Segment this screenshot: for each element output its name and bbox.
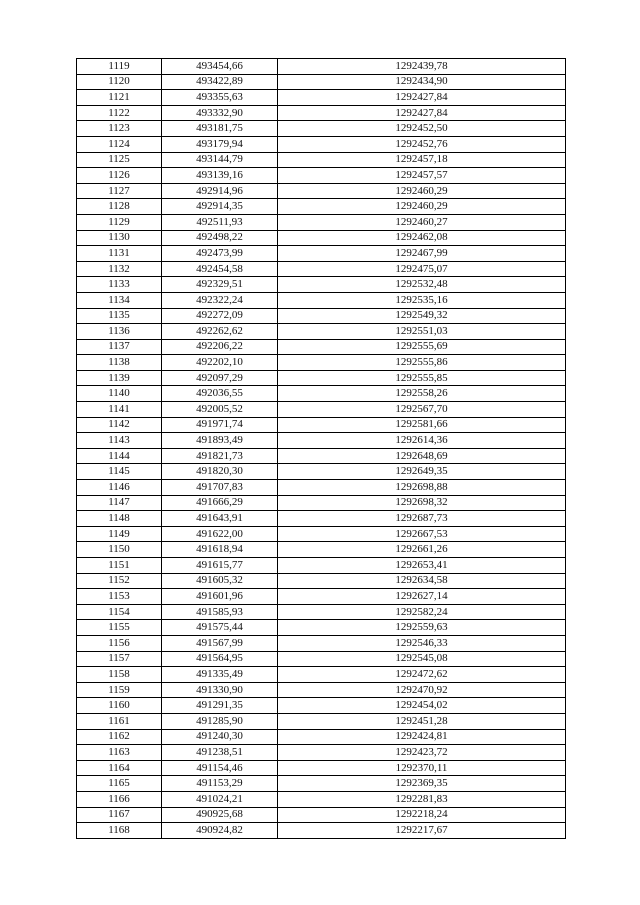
table-row <box>77 168 566 184</box>
y-coordinate-cell: 1292472,62 <box>278 667 566 683</box>
y-coordinate-cell: 1292439,78 <box>278 59 566 75</box>
x-coordinate-cell: 491618,94 <box>162 542 278 558</box>
y-coordinate-cell: 1292558,26 <box>278 386 566 402</box>
y-coordinate-cell: 1292627,14 <box>278 589 566 605</box>
x-coordinate-cell: 491821,73 <box>162 448 278 464</box>
y-coordinate-cell: 1292555,69 <box>278 339 566 355</box>
x-coordinate-cell: 491285,90 <box>162 713 278 729</box>
y-coordinate-cell: 1292535,16 <box>278 292 566 308</box>
table-row <box>77 745 566 761</box>
y-coordinate-cell: 1292545,08 <box>278 651 566 667</box>
x-coordinate-cell: 492272,09 <box>162 308 278 324</box>
table-row <box>77 558 566 574</box>
point-number-cell: 1159 <box>77 682 162 698</box>
x-coordinate-cell: 493332,90 <box>162 105 278 121</box>
point-number-cell: 1164 <box>77 760 162 776</box>
y-coordinate-cell: 1292427,84 <box>278 105 566 121</box>
y-coordinate-cell: 1292634,58 <box>278 573 566 589</box>
point-number-cell: 1162 <box>77 729 162 745</box>
table-row <box>77 729 566 745</box>
x-coordinate-cell: 492206,22 <box>162 339 278 355</box>
point-number-cell: 1163 <box>77 745 162 761</box>
table-row <box>77 807 566 823</box>
point-number-cell: 1139 <box>77 370 162 386</box>
table-row <box>77 199 566 215</box>
x-coordinate-cell: 492914,35 <box>162 199 278 215</box>
table-row <box>77 604 566 620</box>
point-number-cell: 1144 <box>77 448 162 464</box>
table-row <box>77 776 566 792</box>
point-number-cell: 1153 <box>77 589 162 605</box>
point-number-cell: 1151 <box>77 558 162 574</box>
point-number-cell: 1154 <box>77 604 162 620</box>
y-coordinate-cell: 1292555,86 <box>278 355 566 371</box>
table-row <box>77 760 566 776</box>
table-row <box>77 573 566 589</box>
x-coordinate-cell: 492005,52 <box>162 402 278 418</box>
y-coordinate-cell: 1292369,35 <box>278 776 566 792</box>
x-coordinate-cell: 492454,58 <box>162 261 278 277</box>
y-coordinate-cell: 1292460,27 <box>278 214 566 230</box>
x-coordinate-cell: 491605,32 <box>162 573 278 589</box>
table-row <box>77 464 566 480</box>
point-number-cell: 1148 <box>77 511 162 527</box>
x-coordinate-cell: 491585,93 <box>162 604 278 620</box>
y-coordinate-cell: 1292582,24 <box>278 604 566 620</box>
point-number-cell: 1132 <box>77 261 162 277</box>
table-row <box>77 698 566 714</box>
point-number-cell: 1133 <box>77 277 162 293</box>
point-number-cell: 1160 <box>77 698 162 714</box>
x-coordinate-cell: 492511,93 <box>162 214 278 230</box>
y-coordinate-cell: 1292648,69 <box>278 448 566 464</box>
x-coordinate-cell: 491575,44 <box>162 620 278 636</box>
x-coordinate-cell: 491971,74 <box>162 417 278 433</box>
point-number-cell: 1147 <box>77 495 162 511</box>
x-coordinate-cell: 491240,30 <box>162 729 278 745</box>
x-coordinate-cell: 491154,46 <box>162 760 278 776</box>
x-coordinate-cell: 493144,79 <box>162 152 278 168</box>
y-coordinate-cell: 1292452,50 <box>278 121 566 137</box>
table-row <box>77 417 566 433</box>
point-number-cell: 1166 <box>77 791 162 807</box>
x-coordinate-cell: 492202,10 <box>162 355 278 371</box>
x-coordinate-cell: 492914,96 <box>162 183 278 199</box>
table-row <box>77 121 566 137</box>
x-coordinate-cell: 493179,94 <box>162 136 278 152</box>
y-coordinate-cell: 1292427,84 <box>278 90 566 106</box>
point-number-cell: 1158 <box>77 667 162 683</box>
x-coordinate-cell: 493139,16 <box>162 168 278 184</box>
x-coordinate-cell: 491643,91 <box>162 511 278 527</box>
point-number-cell: 1122 <box>77 105 162 121</box>
y-coordinate-cell: 1292460,29 <box>278 183 566 199</box>
y-coordinate-cell: 1292434,90 <box>278 74 566 90</box>
y-coordinate-cell: 1292667,53 <box>278 526 566 542</box>
point-number-cell: 1141 <box>77 402 162 418</box>
x-coordinate-cell: 493454,66 <box>162 59 278 75</box>
table-row <box>77 152 566 168</box>
point-number-cell: 1126 <box>77 168 162 184</box>
point-number-cell: 1127 <box>77 183 162 199</box>
point-number-cell: 1157 <box>77 651 162 667</box>
table-row <box>77 370 566 386</box>
x-coordinate-cell: 491330,90 <box>162 682 278 698</box>
table-row <box>77 277 566 293</box>
table-row <box>77 526 566 542</box>
point-number-cell: 1167 <box>77 807 162 823</box>
y-coordinate-cell: 1292452,76 <box>278 136 566 152</box>
y-coordinate-cell: 1292454,02 <box>278 698 566 714</box>
table-row <box>77 433 566 449</box>
y-coordinate-cell: 1292457,57 <box>278 168 566 184</box>
point-number-cell: 1131 <box>77 246 162 262</box>
table-row <box>77 74 566 90</box>
x-coordinate-cell: 491567,99 <box>162 635 278 651</box>
y-coordinate-cell: 1292424,81 <box>278 729 566 745</box>
x-coordinate-cell: 492473,99 <box>162 246 278 262</box>
y-coordinate-cell: 1292451,28 <box>278 713 566 729</box>
table-row <box>77 339 566 355</box>
x-coordinate-cell: 490924,82 <box>162 823 278 839</box>
coordinates-table-body <box>77 59 566 839</box>
y-coordinate-cell: 1292467,99 <box>278 246 566 262</box>
y-coordinate-cell: 1292653,41 <box>278 558 566 574</box>
y-coordinate-cell: 1292567,70 <box>278 402 566 418</box>
table-row <box>77 791 566 807</box>
y-coordinate-cell: 1292551,03 <box>278 324 566 340</box>
y-coordinate-cell: 1292423,72 <box>278 745 566 761</box>
x-coordinate-cell: 493355,63 <box>162 90 278 106</box>
table-row <box>77 230 566 246</box>
x-coordinate-cell: 491291,35 <box>162 698 278 714</box>
x-coordinate-cell: 490925,68 <box>162 807 278 823</box>
point-number-cell: 1150 <box>77 542 162 558</box>
table-row <box>77 105 566 121</box>
x-coordinate-cell: 492262,62 <box>162 324 278 340</box>
y-coordinate-cell: 1292281,83 <box>278 791 566 807</box>
x-coordinate-cell: 491601,96 <box>162 589 278 605</box>
point-number-cell: 1135 <box>77 308 162 324</box>
point-number-cell: 1129 <box>77 214 162 230</box>
x-coordinate-cell: 491707,83 <box>162 480 278 496</box>
table-row <box>77 90 566 106</box>
x-coordinate-cell: 491238,51 <box>162 745 278 761</box>
point-number-cell: 1142 <box>77 417 162 433</box>
point-number-cell: 1120 <box>77 74 162 90</box>
x-coordinate-cell: 491335,49 <box>162 667 278 683</box>
x-coordinate-cell: 492036,55 <box>162 386 278 402</box>
point-number-cell: 1140 <box>77 386 162 402</box>
table-row <box>77 246 566 262</box>
x-coordinate-cell: 492097,29 <box>162 370 278 386</box>
y-coordinate-cell: 1292698,88 <box>278 480 566 496</box>
x-coordinate-cell: 491153,29 <box>162 776 278 792</box>
table-row <box>77 635 566 651</box>
y-coordinate-cell: 1292475,07 <box>278 261 566 277</box>
point-number-cell: 1124 <box>77 136 162 152</box>
point-number-cell: 1146 <box>77 480 162 496</box>
point-number-cell: 1165 <box>77 776 162 792</box>
y-coordinate-cell: 1292532,48 <box>278 277 566 293</box>
y-coordinate-cell: 1292687,73 <box>278 511 566 527</box>
point-number-cell: 1137 <box>77 339 162 355</box>
x-coordinate-cell: 491615,77 <box>162 558 278 574</box>
point-number-cell: 1130 <box>77 230 162 246</box>
point-number-cell: 1125 <box>77 152 162 168</box>
table-row <box>77 214 566 230</box>
table-row <box>77 261 566 277</box>
table-row <box>77 480 566 496</box>
x-coordinate-cell: 491024,21 <box>162 791 278 807</box>
point-number-cell: 1138 <box>77 355 162 371</box>
y-coordinate-cell: 1292661,26 <box>278 542 566 558</box>
y-coordinate-cell: 1292546,33 <box>278 635 566 651</box>
point-number-cell: 1121 <box>77 90 162 106</box>
y-coordinate-cell: 1292217,67 <box>278 823 566 839</box>
table-row <box>77 713 566 729</box>
point-number-cell: 1156 <box>77 635 162 651</box>
x-coordinate-cell: 493422,89 <box>162 74 278 90</box>
table-row <box>77 651 566 667</box>
table-row <box>77 308 566 324</box>
table-row <box>77 59 566 75</box>
coordinates-table <box>76 58 566 839</box>
x-coordinate-cell: 491820,30 <box>162 464 278 480</box>
point-number-cell: 1136 <box>77 324 162 340</box>
y-coordinate-cell: 1292581,66 <box>278 417 566 433</box>
table-row <box>77 324 566 340</box>
y-coordinate-cell: 1292549,32 <box>278 308 566 324</box>
table-row <box>77 667 566 683</box>
table-row <box>77 511 566 527</box>
y-coordinate-cell: 1292460,29 <box>278 199 566 215</box>
table-row <box>77 495 566 511</box>
y-coordinate-cell: 1292462,08 <box>278 230 566 246</box>
table-row <box>77 542 566 558</box>
y-coordinate-cell: 1292649,35 <box>278 464 566 480</box>
table-row <box>77 620 566 636</box>
table-row <box>77 448 566 464</box>
point-number-cell: 1123 <box>77 121 162 137</box>
x-coordinate-cell: 492329,51 <box>162 277 278 293</box>
point-number-cell: 1134 <box>77 292 162 308</box>
y-coordinate-cell: 1292457,18 <box>278 152 566 168</box>
point-number-cell: 1149 <box>77 526 162 542</box>
table-row <box>77 183 566 199</box>
table-row <box>77 823 566 839</box>
point-number-cell: 1152 <box>77 573 162 589</box>
x-coordinate-cell: 493181,75 <box>162 121 278 137</box>
y-coordinate-cell: 1292370,11 <box>278 760 566 776</box>
table-row <box>77 402 566 418</box>
table-row <box>77 589 566 605</box>
point-number-cell: 1128 <box>77 199 162 215</box>
y-coordinate-cell: 1292218,24 <box>278 807 566 823</box>
table-row <box>77 682 566 698</box>
y-coordinate-cell: 1292614,36 <box>278 433 566 449</box>
y-coordinate-cell: 1292470,92 <box>278 682 566 698</box>
table-row <box>77 136 566 152</box>
y-coordinate-cell: 1292559,63 <box>278 620 566 636</box>
point-number-cell: 1119 <box>77 59 162 75</box>
y-coordinate-cell: 1292555,85 <box>278 370 566 386</box>
point-number-cell: 1145 <box>77 464 162 480</box>
x-coordinate-cell: 491893,49 <box>162 433 278 449</box>
table-row <box>77 355 566 371</box>
x-coordinate-cell: 491666,29 <box>162 495 278 511</box>
y-coordinate-cell: 1292698,32 <box>278 495 566 511</box>
x-coordinate-cell: 491564,95 <box>162 651 278 667</box>
table-row <box>77 386 566 402</box>
x-coordinate-cell: 492498,22 <box>162 230 278 246</box>
point-number-cell: 1161 <box>77 713 162 729</box>
x-coordinate-cell: 491622,00 <box>162 526 278 542</box>
point-number-cell: 1143 <box>77 433 162 449</box>
x-coordinate-cell: 492322,24 <box>162 292 278 308</box>
point-number-cell: 1168 <box>77 823 162 839</box>
point-number-cell: 1155 <box>77 620 162 636</box>
table-row <box>77 292 566 308</box>
